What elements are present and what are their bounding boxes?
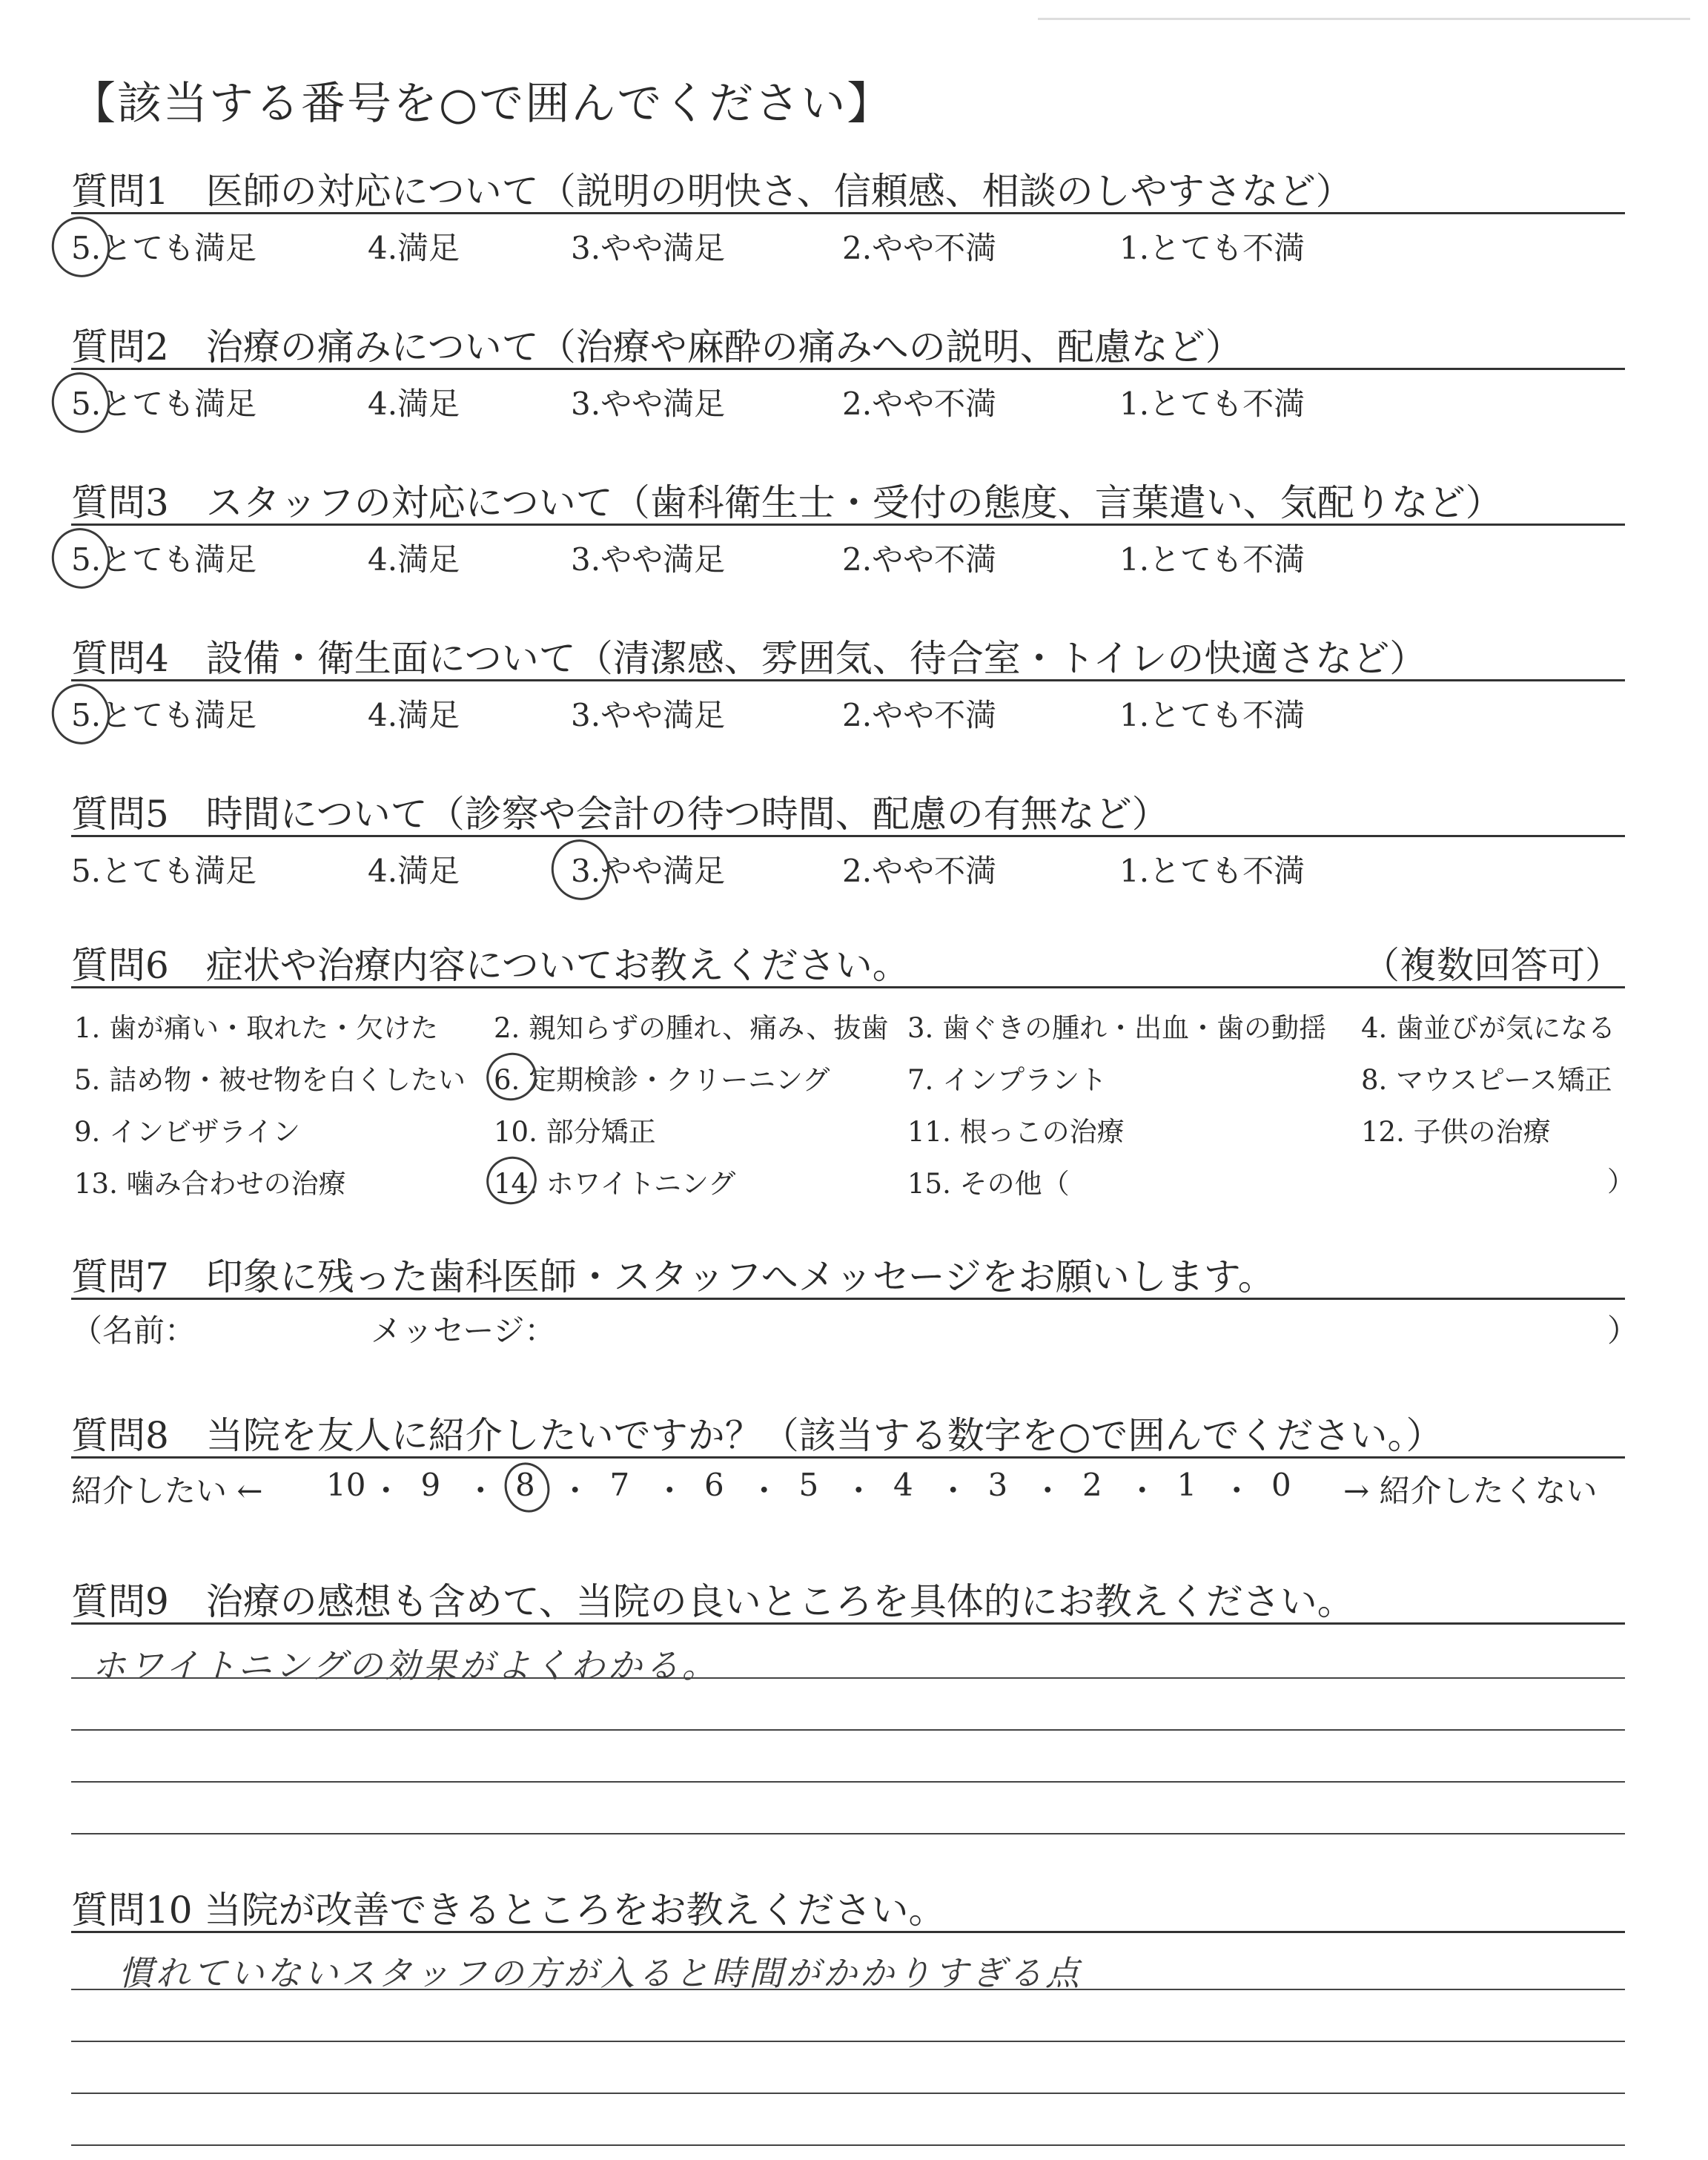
q6-option-9[interactable]: 9. インビザライン [74, 1116, 300, 1148]
q10-line-1 [71, 1989, 1625, 1990]
q9-line-4 [71, 1833, 1625, 1834]
q9-rule [71, 1622, 1625, 1625]
q4-selection-circle [44, 676, 118, 752]
q7-rule [71, 1298, 1625, 1300]
q2-rule [71, 368, 1625, 370]
q2-title: 質問2 治療の痛みについて（治療や麻酔の痛みへの説明、配慮など） [71, 326, 1242, 369]
q6-rule [71, 986, 1625, 988]
q8-scale-2[interactable]: 2 [1082, 1467, 1102, 1503]
q8-scale-1[interactable]: 1 [1176, 1467, 1197, 1503]
q2-option-3[interactable]: 3.やや満足 [571, 386, 726, 422]
q1-option-4[interactable]: 4.満足 [368, 230, 460, 266]
q8-separator: ・ [843, 1473, 875, 1509]
q6-note: （複数回答可） [1363, 944, 1622, 987]
q9-line-1 [71, 1677, 1625, 1679]
q2-option-5[interactable]: 5.とても満足 [71, 386, 257, 422]
q9-title: 質問9 治療の感想も含めて、当院の良いところを具体的にお教えください。 [71, 1580, 1354, 1623]
q8-scale-10[interactable]: 10 [326, 1467, 366, 1503]
page-heading: 【該当する番号を○で囲んでください】 [71, 78, 893, 130]
q6-option-3[interactable]: 3. 歯ぐきの腫れ・出血・歯の動揺 [907, 1012, 1327, 1044]
q1-option-1[interactable]: 1.とても不満 [1119, 230, 1305, 266]
q10-line-3 [71, 2093, 1625, 2094]
q7-close-paren: ） [1607, 1312, 1639, 1349]
q1-option-5[interactable]: 5.とても満足 [71, 230, 257, 266]
q6-option-8[interactable]: 8. マウスピース矯正 [1361, 1064, 1612, 1096]
q8-scale-5[interactable]: 5 [798, 1467, 819, 1503]
q2-option-1[interactable]: 1.とても不満 [1119, 386, 1305, 422]
q8-separator: ・ [1221, 1473, 1253, 1509]
q3-option-4[interactable]: 4.満足 [368, 541, 460, 578]
q8-scale-7[interactable]: 7 [609, 1467, 630, 1503]
q8-scale-4[interactable]: 4 [893, 1467, 913, 1503]
q3-rule [71, 524, 1625, 526]
q9-line-3 [71, 1781, 1625, 1783]
q6-option-7[interactable]: 7. インプラント [907, 1064, 1108, 1096]
q4-option-3[interactable]: 3.やや満足 [571, 697, 726, 733]
q6-option-10[interactable]: 10. 部分矯正 [494, 1116, 656, 1148]
q4-rule [71, 679, 1625, 681]
q3-option-2[interactable]: 2.やや不満 [842, 541, 997, 578]
q6-close-paren: ） [1607, 1166, 1635, 1198]
q4-option-1[interactable]: 1.とても不満 [1119, 697, 1305, 733]
q8-left-label: 紹介したい ← [71, 1473, 263, 1509]
q6-option-1[interactable]: 1. 歯が痛い・取れた・欠けた [74, 1012, 439, 1044]
q6-option-2[interactable]: 2. 親知らずの腫れ、痛み、抜歯 [494, 1012, 889, 1044]
q6-option-6[interactable]: 6. 定期検診・クリーニング [494, 1064, 830, 1096]
q3-title: 質問3 スタッフの対応について（歯科衛生士・受付の態度、言葉遣い、気配りなど） [71, 481, 1503, 524]
q8-separator: ・ [465, 1473, 497, 1509]
q6-option-12[interactable]: 12. 子供の治療 [1361, 1116, 1551, 1148]
q8-right-label: → 紹介したくない [1343, 1473, 1598, 1509]
q8-scale-9[interactable]: 9 [420, 1467, 441, 1503]
q8-scale-8[interactable]: 8 [515, 1467, 535, 1503]
q1-rule [71, 212, 1625, 214]
q6-option-4[interactable]: 4. 歯並びが気になる [1361, 1012, 1616, 1044]
q8-separator: ・ [748, 1473, 780, 1509]
q1-title: 質問1 医師の対応について（説明の明快さ、信頼感、相談のしやすさなど） [71, 170, 1353, 213]
q8-separator: ・ [559, 1473, 591, 1509]
q5-rule [71, 835, 1625, 837]
q3-selection-circle [44, 521, 118, 596]
q6-option-13[interactable]: 13. 噛み合わせの治療 [74, 1168, 346, 1200]
q7-title: 質問7 印象に残った歯科医師・スタッフへメッセージをお願いします。 [71, 1255, 1275, 1298]
q4-option-5[interactable]: 5.とても満足 [71, 697, 257, 733]
q3-option-1[interactable]: 1.とても不満 [1119, 541, 1305, 578]
q10-title: 質問10 当院が改善できるところをお教えください。 [71, 1889, 946, 1932]
q10-line-4 [71, 2144, 1625, 2146]
q6-option-15[interactable]: 15. その他（ [907, 1168, 1070, 1200]
q6-title: 質問6 症状や治療内容についてお教えください。 [71, 944, 910, 987]
q4-option-2[interactable]: 2.やや不満 [842, 697, 997, 733]
q9-line-2 [71, 1729, 1625, 1731]
q8-scale-0[interactable]: 0 [1271, 1467, 1291, 1503]
q3-option-5[interactable]: 5.とても満足 [71, 541, 257, 578]
q5-option-3[interactable]: 3.やや満足 [571, 853, 726, 889]
q1-option-3[interactable]: 3.やや満足 [571, 230, 726, 266]
q8-scale-3[interactable]: 3 [987, 1467, 1008, 1503]
top-edge-line [1038, 18, 1690, 20]
q10-rule [71, 1931, 1625, 1933]
q5-selection-circle [543, 832, 618, 908]
q2-option-4[interactable]: 4.満足 [368, 386, 460, 422]
q5-option-5[interactable]: 5.とても満足 [71, 853, 257, 889]
q8-separator: ・ [937, 1473, 969, 1509]
q6-option-11[interactable]: 11. 根っこの治療 [907, 1116, 1125, 1148]
q7-name-label: （名前： [71, 1312, 196, 1349]
q6-option-14[interactable]: 14. ホワイトニング [494, 1168, 736, 1200]
q6-selection-circle-6 [480, 1046, 543, 1107]
q6-selection-circle-14 [480, 1150, 543, 1211]
q10-handwritten-answer: 慣れていないスタッフの方が入ると時間がかかりすぎる点 [119, 1953, 1082, 1993]
q5-option-4[interactable]: 4.満足 [368, 853, 460, 889]
q5-title: 質問5 時間について（診察や会計の待つ時間、配慮の有無など） [71, 793, 1169, 836]
q8-selection-circle [498, 1456, 556, 1518]
q8-separator: ・ [1032, 1473, 1064, 1509]
q2-option-2[interactable]: 2.やや不満 [842, 386, 997, 422]
q5-option-2[interactable]: 2.やや不満 [842, 853, 997, 889]
q9-handwritten-answer: ホワイトニングの効果がよくわかる。 [92, 1645, 719, 1685]
q4-option-4[interactable]: 4.満足 [368, 697, 460, 733]
q8-separator: ・ [370, 1473, 402, 1509]
q8-rule [71, 1456, 1625, 1459]
q5-option-1[interactable]: 1.とても不満 [1119, 853, 1305, 889]
q1-selection-circle [44, 209, 118, 285]
q2-selection-circle [44, 365, 118, 440]
q8-scale-6[interactable]: 6 [704, 1467, 724, 1503]
q3-option-3[interactable]: 3.やや満足 [571, 541, 726, 578]
q1-option-2[interactable]: 2.やや不満 [842, 230, 997, 266]
q7-message-label: メッセージ： [371, 1312, 556, 1349]
q8-separator: ・ [654, 1473, 686, 1509]
q6-option-5[interactable]: 5. 詰め物・被せ物を白くしたい [74, 1064, 466, 1096]
q8-title: 質問8 当院を友人に紹介したいですか？（該当する数字を○で囲んでください。） [71, 1414, 1443, 1457]
q10-line-2 [71, 2041, 1625, 2042]
q8-separator: ・ [1126, 1473, 1158, 1509]
q4-title: 質問4 設備・衛生面について（清潔感、雰囲気、待合室・トイレの快適さなど） [71, 637, 1427, 680]
